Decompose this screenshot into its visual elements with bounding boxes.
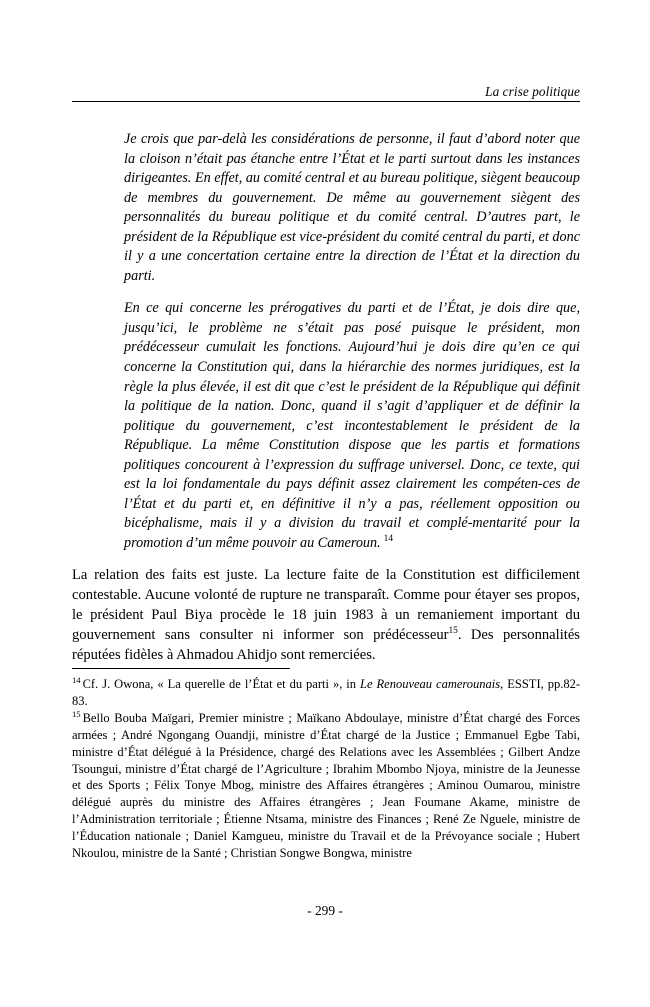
running-header-title: La crise politique [485, 84, 580, 99]
page-number: - 299 - [307, 903, 343, 918]
page-body [72, 130, 580, 666]
page-header [72, 84, 580, 102]
footnote-marker-15: 15 [72, 708, 81, 719]
footnote-separator-rule [72, 668, 290, 669]
body-paragraph-text-part1: La relation des faits est juste. La lecture faite de la Constitution est difficilement contestable. Aucune volonté de rupture ne transparaît. Comme pour étayer ses propos, le président Paul Biya procède le 18 juin 1983 à un remaniement important du gouvernement sans consulter ni informer son prédécesseur [72, 567, 580, 644]
block-quote-second [72, 299, 580, 553]
body-paragraph-text-part2: . Des personnalités réputées fidèles à Ahmadou Ahidjo sont remerciées. [72, 627, 580, 664]
footnote-14-text-part1: Cf. J. Owona, « La querelle de l’État et du parti », in [82, 677, 361, 691]
footnote-14-title-italic: Le Renouveau camerounais [360, 677, 501, 691]
body-paragraph [72, 566, 580, 666]
footnote-marker-14: 14 [72, 674, 81, 685]
block-quote-second-text: En ce qui concerne les prérogatives du parti et de l’État, je dois dire que, jusqu’ici, le problème ne s’était pas posé puisque le président, mon prédécesseur cumulait les fonctions. Aujourd’hui je dois dire qu’en ce qui concerne la Constitution qui, dans la hiérarchie des normes juridiques, est la règle la plus élevée, il est dit que c’est le président de la République qui définit la politique de la nation. Donc, quand il s’agit d’appliquer et de définir la politique du gouvernement, c’est incontestablement le président de la République. La même Constitution dispose que les partis et formations politiques concourent à l’expression du suffrage universel. Donc, ce texte, qui est la loi fondamentale du pays définit assez clairement les compéten-ces de l’État et du parti et, en définitive il n’y a pas, réellement opposition ou bicéphalisme, mais il y a division du travail et complé-mentarité pour la promotion d’un même pouvoir au Cameroun. [124, 300, 580, 551]
footnote-reference-14[interactable]: 14 [383, 534, 394, 545]
footnotes-section [72, 668, 580, 862]
block-quote-first-text: Je crois que par-delà les considérations de personne, il faut d’abord noter que la cloison n’était pas étanche entre l’État et le parti surtout dans les instances dirigeantes. En effet, au comité central et au bureau politique, siègent beaucoup de membres du gouvernement. De même au gouvernement siègent des personnalités du bureau politique et du comité central. D’autres part, le président de la République est vice-président du comité central du parti, et donc il y a une concertation certaine entre la direction de l’État et la direction du parti. [124, 131, 580, 284]
footnote-14-text-part2: , ESSTI, pp.82-83. [72, 677, 581, 708]
footnote-15-text: Bello Bouba Maïgari, Premier ministre ; Maïkano Abdoulaye, ministre d’État chargé des Forces armées ; André Ngongang Ouandji, ministre d’État chargé de la Justice ; Emmanuel Egbe Tabi, ministre d’État délégué à la Présidence, chargé des Relations avec les Assemblées ; Gilbert Andze Tsoungui, ministre d’État chargé de l’Agriculture ; Ibrahim Mbombo Njoya, ministre de la Jeunesse et des Sports ; Félix Tonye Mbog, ministre des Affaires étrangères ; Aminou Oumarou, ministre délégué auprès du ministre des Affaires étrangères ; Jean Foumane Akame, ministre de l’Administration territoriale ; Étienne Ntsama, ministre des Finances ; René Ze Nguele, ministre de l’Éducation nationale ; Daniel Kamgueu, ministre du Travail et de la Prévoyance sociale ; Hubert Nkoulou, ministre de la Santé ; Christian Songwe Bongwa, ministre [72, 710, 580, 861]
block-quote-first [72, 130, 580, 286]
footnote-item-15 [72, 710, 580, 862]
header-divider-rule [72, 101, 580, 102]
footnote-reference-15[interactable]: 15 [448, 626, 458, 637]
footnote-item-14 [72, 676, 580, 710]
